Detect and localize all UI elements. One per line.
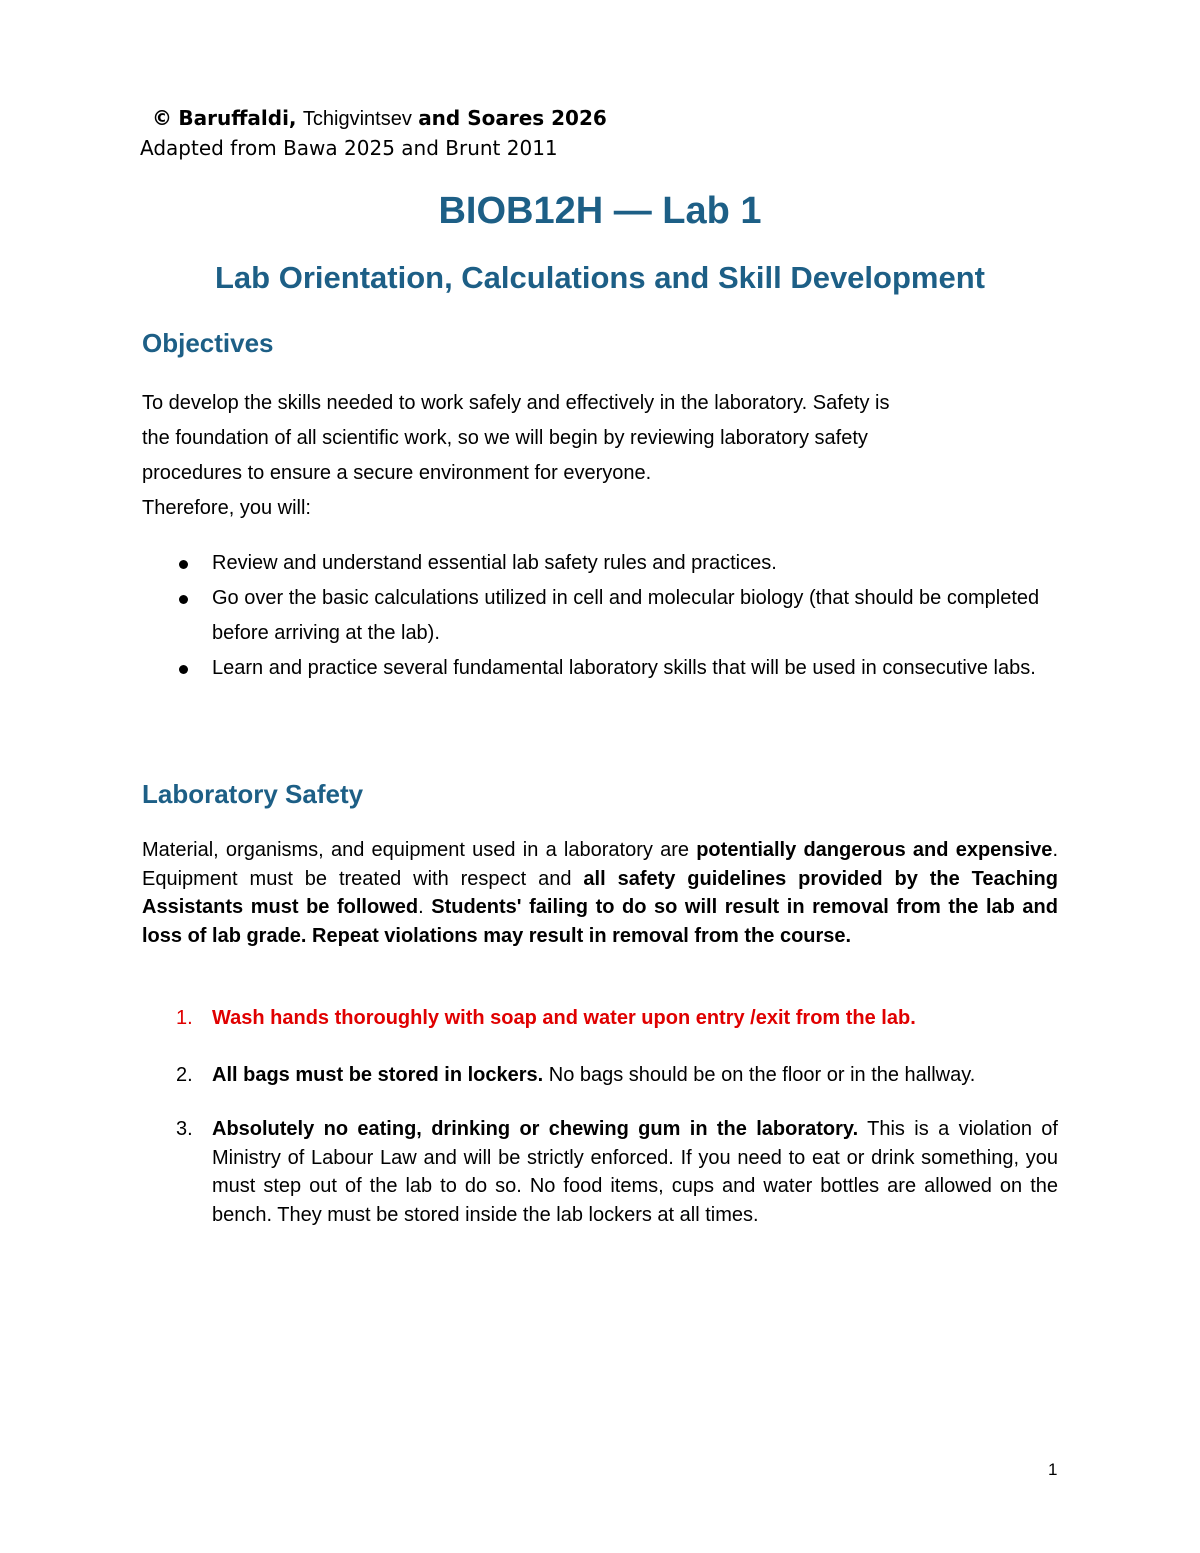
safety-emphasis: potentially dangerous and expensive: [696, 839, 1053, 861]
author-rest: and Soares 2026: [418, 106, 607, 130]
author-tchigvintsev: Tchigvintsev: [302, 108, 412, 130]
rule-number: 1.: [176, 1007, 193, 1029]
objectives-paragraph: [142, 386, 1062, 526]
safety-text: . Equipment must be treated with respect and: [142, 839, 1058, 890]
objectives-line: the foundation of all scientific work, so we will begin by reviewing laboratory safety: [142, 427, 868, 449]
safety-rule: [142, 1061, 1058, 1090]
safety-warning: Students' failing to do so will result in removal from the lab and loss of lab grade. Repeat violations may result in removal from the course.: [142, 896, 1058, 947]
safety-rule: [142, 1004, 1058, 1033]
rule-number: 2.: [176, 1063, 193, 1086]
safety-text: .: [418, 896, 432, 918]
bullet-icon: [179, 595, 188, 604]
list-item-text: Review and understand essential lab safety rules and practices.: [212, 552, 777, 574]
list-item-text: Go over the basic calculations utilized in cell and molecular biology (that should be completed before arriving at the lab).: [212, 587, 1040, 644]
rule-emphasis: Wash hands thoroughly with soap and water upon entry /exit from the lab.: [212, 1007, 916, 1029]
rule-emphasis: Absolutely no eating, drinking or chewing gum in the laboratory.: [212, 1118, 859, 1140]
rule-text: This is a violation of Ministry of Labour Law and will be strictly enforced. If you need to eat or drink something, you must step out of the lab to do so. No food items, cups and water bottles are allowed on the bench. They must be stored inside the lab lockers at all times.: [212, 1118, 1058, 1226]
safety-rules-list: [142, 1004, 1058, 1229]
safety-emphasis: all safety guidelines provided by the Teaching Assistants must be followed: [142, 867, 1058, 918]
safety-text: Material, organisms, and equipment used in a laboratory are: [142, 839, 697, 861]
author-baruffaldi: Baruffaldi,: [178, 106, 297, 130]
page-number: 1: [1048, 1460, 1058, 1479]
rule-text: No bags should be on the floor or in the hallway.: [543, 1063, 976, 1086]
list-item: [142, 581, 1062, 651]
document-subtitle: Lab Orientation, Calculations and Skill Development: [215, 260, 985, 295]
copyright-line: [152, 106, 607, 131]
bullet-icon: [179, 560, 188, 569]
objectives-list: [142, 546, 1062, 686]
objectives-lead-in: Therefore, you will:: [142, 497, 311, 519]
objectives-line: To develop the skills needed to work safely and effectively in the laboratory. Safety is: [142, 392, 890, 414]
laboratory-safety-heading: Laboratory Safety: [142, 779, 364, 809]
document-title: BIOB12H — Lab 1: [438, 190, 762, 232]
list-item: [142, 546, 1062, 581]
objectives-line: procedures to ensure a secure environment for everyone.: [142, 462, 652, 484]
adapted-from-line: Adapted from Bawa 2025 and Brunt 2011: [140, 136, 558, 160]
copyright-symbol: ©: [152, 106, 172, 130]
list-item-text: Learn and practice several fundamental laboratory skills that will be used in consecutive labs.: [212, 657, 1036, 679]
bullet-icon: [179, 665, 188, 674]
objectives-heading: Objectives: [142, 328, 274, 358]
list-item: [142, 651, 1062, 686]
safety-paragraph: [142, 836, 1058, 950]
safety-rule: [142, 1115, 1058, 1229]
rule-emphasis: All bags must be stored in lockers.: [212, 1063, 544, 1086]
rule-number: 3.: [176, 1118, 193, 1140]
